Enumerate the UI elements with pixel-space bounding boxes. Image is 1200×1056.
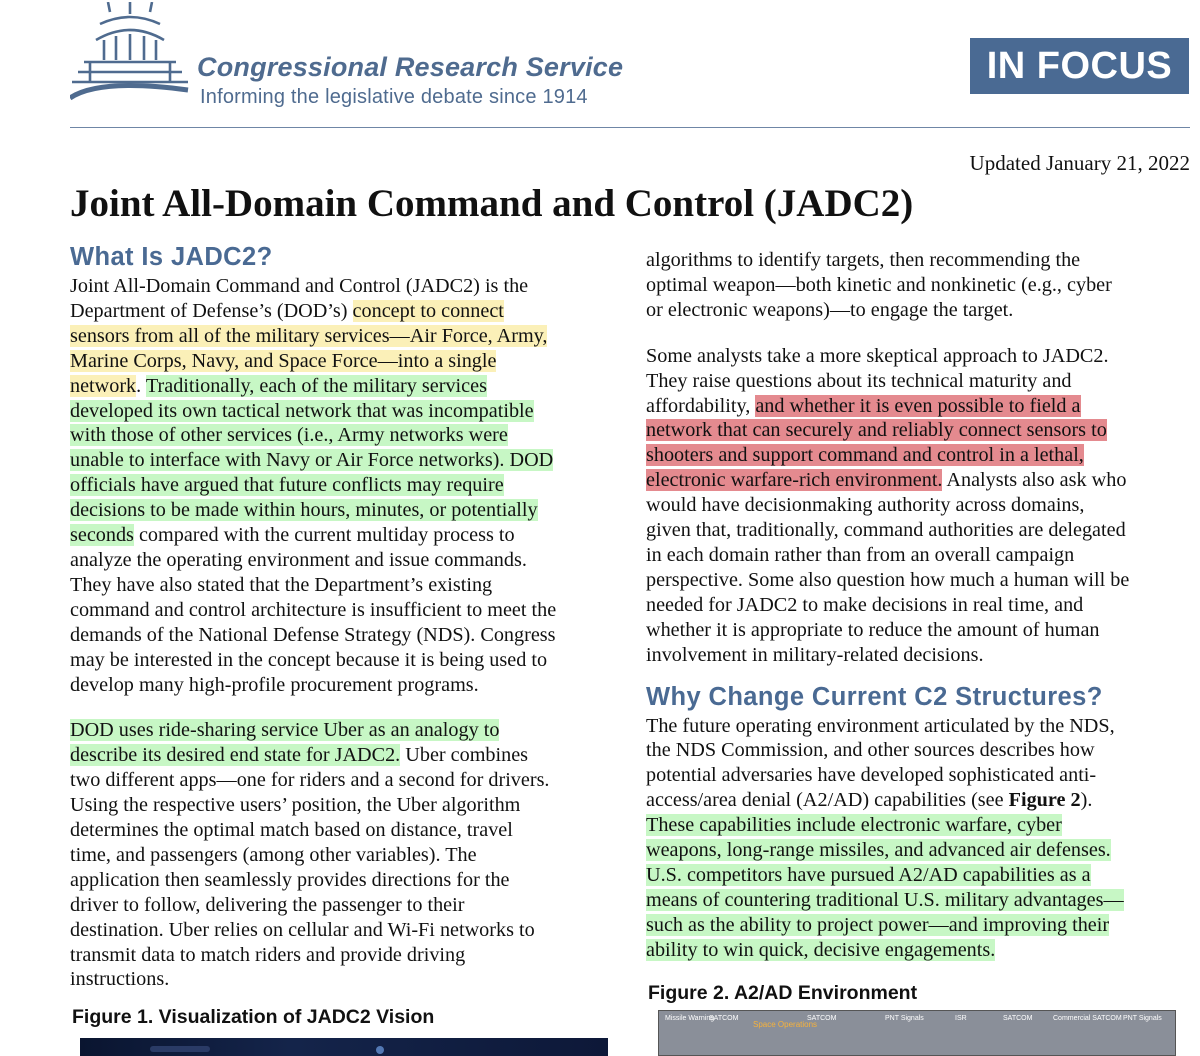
text-span: affordability,	[646, 394, 756, 417]
highlight-green: U.S. competitors have pursued A2/AD capabilities as a	[646, 863, 1091, 886]
figure-2-caption: Figure 2. A2/AD Environment	[648, 982, 918, 1004]
figure-2-image	[658, 1010, 1176, 1056]
text-line: two different apps—one for riders and a second for drivers.	[70, 769, 550, 792]
capitol-dome-icon	[70, 2, 192, 102]
updated-date: Updated January 21, 2022	[969, 151, 1190, 175]
text-line	[70, 498, 618, 523]
text-line: destination. Uber relies on cellular and Wi-Fi networks to	[70, 918, 535, 941]
text-line: They have also stated that the Department’s existing	[70, 573, 493, 596]
text-line	[70, 349, 618, 374]
paragraph-spacer	[646, 668, 1200, 680]
highlight-green: These capabilities include electronic warfare, cyber	[646, 814, 1062, 837]
text-line	[646, 913, 1200, 938]
text-line: Using the respective users’ position, the Uber algorithm	[70, 794, 521, 817]
text-line: application then seamlessly provides directions for the	[70, 868, 510, 891]
highlight-green: describe its desired end state for JADC2.	[70, 744, 401, 767]
text-line	[70, 399, 618, 424]
text-span: ).	[1080, 789, 1093, 812]
text-line: needed for JADC2 to make decisions in real time, and	[646, 593, 1084, 616]
text-line: analyze the operating environment and issue commands.	[70, 548, 527, 571]
figure-1-image	[80, 1038, 608, 1056]
highlight-green: such as the ability to project power—and improving their	[646, 913, 1110, 936]
text-line: perspective. Some also question how much a human will be	[646, 568, 1130, 591]
highlight-green: DOD uses ride-sharing service Uber as an analogy to	[70, 719, 500, 742]
figure-2-label-space-operations: Space Operations	[753, 1020, 818, 1029]
text-line: would have decisionmaking authority across domains,	[646, 494, 1085, 517]
paragraph-spacer	[646, 323, 1200, 344]
text-line: demands of the National Defense Strategy (NDS). Congress	[70, 623, 556, 646]
highlight-green: seconds	[70, 524, 134, 547]
text-line: or electronic weapons)—to engage the target.	[646, 298, 1014, 321]
highlight-green: Traditionally, each of the military services	[145, 374, 487, 397]
text-line	[646, 938, 1200, 963]
text-line	[646, 443, 1200, 468]
text-line	[646, 418, 1200, 443]
text-span: compared with the current multiday process to	[133, 524, 515, 547]
highlight-red: electronic warfare-rich environment.	[646, 469, 943, 492]
document-header	[0, 0, 1200, 130]
paragraph-what-is-jadc2	[70, 274, 618, 697]
text-line	[646, 888, 1200, 913]
text-line: The future operating environment articulated by the NDS,	[646, 714, 1115, 737]
text-line: whether it is appropriate to reduce the amount of human	[646, 618, 1100, 641]
text-line: optimal weapon—both kinetic and nonkinetic (e.g., cyber	[646, 273, 1112, 296]
text-line	[646, 394, 1200, 419]
text-line	[70, 299, 618, 324]
text-line: time, and passengers (among other variables). The	[70, 843, 477, 866]
figure-2-reference: Figure 2	[1008, 789, 1081, 812]
figure-2-label-pnt-signals: PNT Signals	[885, 1015, 924, 1022]
text-span: .	[136, 374, 146, 397]
text-span: Department of Defense’s (DOD’s)	[70, 299, 353, 322]
text-line	[646, 838, 1200, 863]
section-heading-why-change-c2: Why Change Current C2 Structures?	[646, 682, 1103, 711]
text-line: determines the optimal match based on distance, travel	[70, 819, 513, 842]
text-line: given that, traditionally, command authorities are delegated	[646, 519, 1126, 542]
left-column	[70, 240, 618, 992]
text-line: Some analysts take a more skeptical approach to JADC2.	[646, 344, 1109, 367]
highlight-green: unable to interface with Navy or Air Force networks). DOD	[70, 449, 554, 472]
text-line: potential adversaries have developed sophisticated anti-	[646, 764, 1097, 787]
highlight-yellow: Marine Corps, Navy, and Space Force—into a single	[70, 349, 497, 372]
paragraph-algorithms-continued	[646, 248, 1200, 323]
text-line: command and control architecture is insufficient to meet the	[70, 598, 557, 621]
text-line: in each domain rather than from an overall campaign	[646, 543, 1075, 566]
highlight-yellow: concept to connect	[352, 299, 504, 322]
in-focus-badge: IN FOCUS	[970, 38, 1189, 94]
figure-2-label-isr: ISR	[955, 1015, 967, 1022]
text-line: instructions.	[70, 968, 170, 991]
text-line	[646, 468, 1200, 493]
text-line	[70, 423, 618, 448]
text-line	[646, 813, 1200, 838]
text-line	[70, 718, 618, 743]
text-line: algorithms to identify targets, then recommending the	[646, 249, 1081, 271]
highlight-green: decisions to be made within hours, minutes, or potentially	[70, 499, 538, 522]
document-title: Joint All-Domain Command and Control (JADC2)	[70, 182, 914, 225]
text-span: access/area denial (A2/AD) capabilities (see	[646, 789, 1009, 812]
figure-1-caption-box	[72, 1006, 434, 1029]
paragraph-spacer	[70, 697, 618, 718]
figure-1-shape	[150, 1046, 210, 1052]
right-column	[646, 248, 1200, 963]
figure-2-label-pnt-signals: PNT Signals	[1123, 1015, 1162, 1022]
figure-2-label-satcom: SATCOM	[709, 1015, 739, 1022]
highlight-green: with those of other services (i.e., Army networks were	[70, 424, 508, 447]
text-line: develop many high-profile procurement programs.	[70, 673, 479, 696]
text-line: may be interested in the concept because it is being used to	[70, 648, 548, 671]
figure-1-glow	[376, 1046, 384, 1054]
text-line: Joint All-Domain Command and Control (JADC2) is the	[70, 275, 529, 297]
highlight-red: network that can securely and reliably connect sensors to	[646, 419, 1107, 442]
text-line: involvement in military-related decisions.	[646, 643, 984, 666]
text-line	[70, 523, 618, 548]
figure-2-caption-box	[648, 982, 917, 1005]
figure-2-label-satcom: SATCOM	[1003, 1015, 1033, 1022]
text-line	[646, 788, 1200, 813]
text-line	[646, 863, 1200, 888]
text-line	[70, 448, 618, 473]
highlight-green: developed its own tactical network that was incompatible	[70, 399, 534, 422]
paragraph-skeptical-approach	[646, 344, 1200, 668]
text-line	[70, 324, 618, 349]
figure-2-label-commercial-satcom: Commercial SATCOM	[1053, 1015, 1122, 1022]
highlight-yellow: sensors from all of the military services—Air Force, Army,	[70, 324, 548, 347]
figure-1-caption: Figure 1. Visualization of JADC2 Vision	[72, 1006, 435, 1028]
text-span: Uber combines	[400, 744, 529, 767]
highlight-red: shooters and support command and control in a lethal,	[646, 444, 1084, 467]
highlight-green: means of countering traditional U.S. military advantages—	[646, 888, 1124, 911]
paragraph-future-operating-environment	[646, 714, 1200, 963]
figure-2-label-missile-warning: Missile Warning	[665, 1015, 715, 1022]
text-line	[70, 473, 618, 498]
highlight-yellow: network	[70, 374, 137, 397]
highlight-red: and whether it is even possible to field a	[755, 394, 1081, 417]
figure-2-labels	[659, 1011, 1175, 1055]
highlight-green: officials have argued that future conflicts may require	[70, 474, 504, 497]
text-line: driver to follow, delivering the passenger to their	[70, 893, 465, 916]
org-name: Congressional Research Service	[197, 52, 624, 82]
text-line	[70, 374, 618, 399]
text-line: They raise questions about its technical maturity and	[646, 369, 1072, 392]
figure-2-label-satcom: SATCOM	[807, 1015, 837, 1022]
text-line: transmit data to match riders and provide driving	[70, 943, 466, 966]
section-heading-what-is-jadc2: What Is JADC2?	[70, 243, 273, 271]
figure-1-graphic	[80, 1038, 608, 1056]
paragraph-uber-analogy	[70, 718, 618, 992]
text-line: the NDS Commission, and other sources describes how	[646, 739, 1095, 762]
text-span: Analysts also ask who	[942, 469, 1127, 492]
text-line	[70, 743, 618, 768]
highlight-green: ability to win quick, decisive engagements.	[646, 938, 996, 961]
header-divider	[70, 127, 1190, 128]
highlight-green: weapons, long-range missiles, and advanced air defenses.	[646, 839, 1111, 862]
org-tagline: Informing the legislative debate since 1914	[200, 86, 588, 108]
